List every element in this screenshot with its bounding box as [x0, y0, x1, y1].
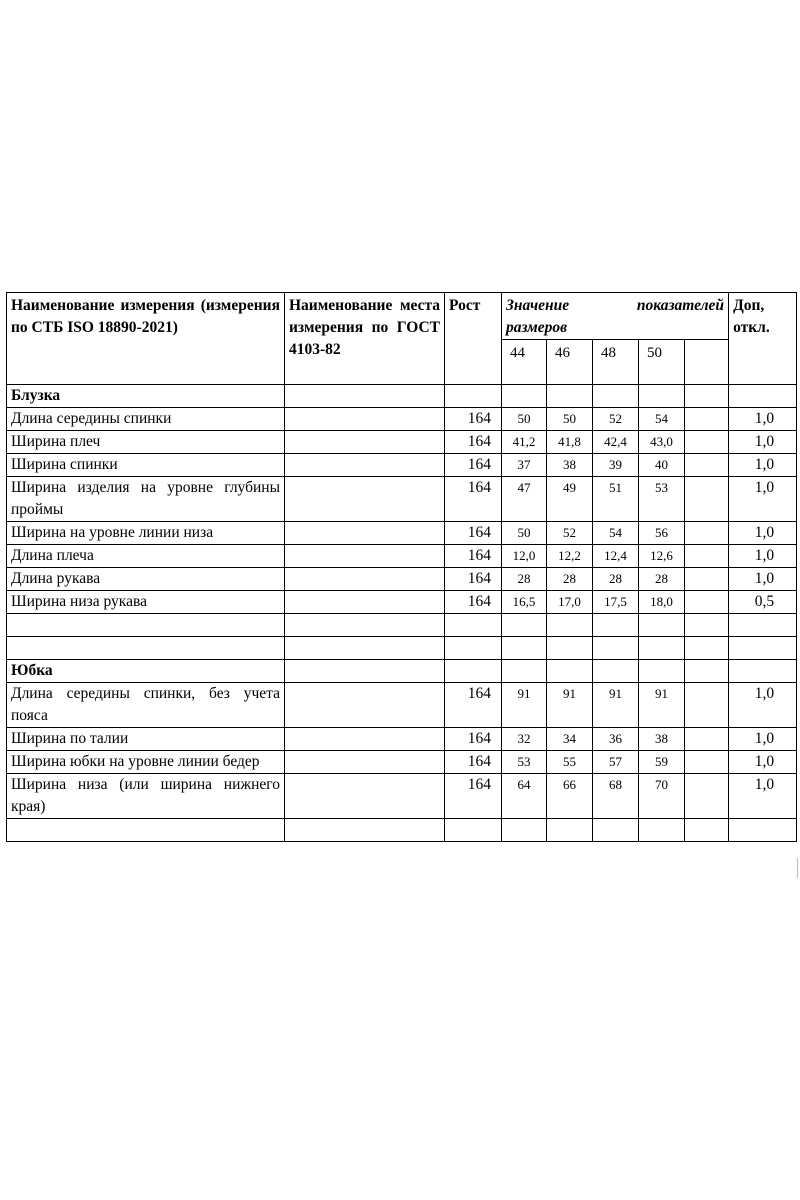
measurement-place: [285, 522, 445, 545]
size-value: 51: [593, 477, 639, 522]
tolerance-value: 1,0: [729, 774, 797, 819]
height-value: 164: [445, 431, 502, 454]
measurement-row: [7, 431, 797, 454]
measurement-place: [285, 545, 445, 568]
size-48-header: 48: [593, 340, 639, 385]
size-value: 12,0: [502, 545, 547, 568]
height-value: 164: [445, 568, 502, 591]
size-50-header: 50: [639, 340, 685, 385]
empty-cell: [502, 660, 547, 683]
size-value: 50: [502, 408, 547, 431]
size-value: 57: [593, 751, 639, 774]
size-value: 91: [502, 683, 547, 728]
empty-cell: [729, 819, 797, 842]
empty-cell: [445, 614, 502, 637]
measurement-place: [285, 408, 445, 431]
empty-cell: [285, 637, 445, 660]
section-title: Юбка: [7, 660, 285, 683]
size-value: 43,0: [639, 431, 685, 454]
measurement-row: [7, 545, 797, 568]
height-value: 164: [445, 408, 502, 431]
size-value: 59: [639, 751, 685, 774]
section-title: Блузка: [7, 385, 285, 408]
empty-cell: [685, 660, 729, 683]
measurement-place: [285, 751, 445, 774]
size-value: 36: [593, 728, 639, 751]
measurement-row: [7, 751, 797, 774]
size-value: 54: [593, 522, 639, 545]
empty-cell: [639, 614, 685, 637]
empty-size-cell: [685, 545, 729, 568]
size-value: 70: [639, 774, 685, 819]
measurement-name: Длина середины спинки: [7, 408, 285, 431]
size-value: 55: [547, 751, 593, 774]
size-value: 12,2: [547, 545, 593, 568]
size-value: 38: [547, 454, 593, 477]
size-value: 66: [547, 774, 593, 819]
empty-cell: [285, 385, 445, 408]
size-value: 38: [639, 728, 685, 751]
measurement-name: Ширина на уровне линии низа: [7, 522, 285, 545]
empty-cell: [502, 614, 547, 637]
empty-cell: [685, 819, 729, 842]
empty-size-cell: [685, 408, 729, 431]
size-value: 37: [502, 454, 547, 477]
empty-cell: [639, 637, 685, 660]
empty-size-cell: [685, 591, 729, 614]
empty-cell: [547, 385, 593, 408]
tolerance-value: 1,0: [729, 751, 797, 774]
empty-cell: [547, 819, 593, 842]
tolerance-value: 1,0: [729, 477, 797, 522]
height-value: 164: [445, 683, 502, 728]
size-value: 41,2: [502, 431, 547, 454]
empty-cell: [547, 614, 593, 637]
empty-cell: [7, 637, 285, 660]
measurement-place: [285, 477, 445, 522]
section-title-row: [7, 660, 797, 683]
measurement-name: Ширина спинки: [7, 454, 285, 477]
size-value: 28: [547, 568, 593, 591]
empty-cell: [502, 637, 547, 660]
measurement-name: Ширина низа рукава: [7, 591, 285, 614]
size-value: 52: [593, 408, 639, 431]
empty-cell: [547, 637, 593, 660]
empty-size-cell: [685, 522, 729, 545]
measurement-place: [285, 568, 445, 591]
size-value: 16,5: [502, 591, 547, 614]
measurement-place: [285, 454, 445, 477]
empty-cell: [547, 660, 593, 683]
height-value: 164: [445, 454, 502, 477]
measurement-row: [7, 591, 797, 614]
empty-size-cell: [685, 477, 729, 522]
height-value: 164: [445, 591, 502, 614]
measurement-row: [7, 568, 797, 591]
empty-cell: [639, 819, 685, 842]
height-value: 164: [445, 728, 502, 751]
empty-cell: [445, 385, 502, 408]
blank-row: [7, 637, 797, 660]
size-values-header: Значение показателей размеров: [502, 293, 729, 340]
empty-cell: [445, 637, 502, 660]
size-value: 54: [639, 408, 685, 431]
empty-cell: [685, 385, 729, 408]
measurement-name: Ширина низа (или ширина нижнего края): [7, 774, 285, 819]
size-value: 17,0: [547, 591, 593, 614]
size-value: 56: [639, 522, 685, 545]
measurement-row: [7, 728, 797, 751]
measurement-name: Ширина юбки на уровне линии бедер: [7, 751, 285, 774]
measurement-row: [7, 774, 797, 819]
height-value: 164: [445, 477, 502, 522]
measurement-name: Ширина плеч: [7, 431, 285, 454]
size-chart-table: [6, 292, 797, 842]
size-value: 41,8: [547, 431, 593, 454]
scan-edge-mark: [797, 858, 798, 878]
empty-cell: [7, 614, 285, 637]
size-value: 91: [593, 683, 639, 728]
empty-cell: [7, 819, 285, 842]
height-value: 164: [445, 545, 502, 568]
measurement-place: [285, 728, 445, 751]
size-value: 47: [502, 477, 547, 522]
empty-cell: [445, 660, 502, 683]
tolerance-value: 1,0: [729, 454, 797, 477]
size-value: 34: [547, 728, 593, 751]
empty-cell: [593, 819, 639, 842]
tolerance-value: 1,0: [729, 408, 797, 431]
measurement-place: [285, 591, 445, 614]
measurement-row: [7, 683, 797, 728]
measurement-name: Длина рукава: [7, 568, 285, 591]
empty-cell: [593, 637, 639, 660]
empty-size-cell: [685, 454, 729, 477]
measurement-place: [285, 431, 445, 454]
size-value: 18,0: [639, 591, 685, 614]
empty-cell: [685, 614, 729, 637]
size-value: 50: [547, 408, 593, 431]
size-value: 12,6: [639, 545, 685, 568]
measurement-place-header: Наименование места измерения по ГОСТ 4103-82: [285, 293, 445, 385]
empty-cell: [593, 660, 639, 683]
height-value: 164: [445, 751, 502, 774]
size-value: 42,4: [593, 431, 639, 454]
empty-size-cell: [685, 774, 729, 819]
tolerance-value: 1,0: [729, 568, 797, 591]
empty-cell: [729, 660, 797, 683]
size-value: 91: [639, 683, 685, 728]
size-46-header: 46: [547, 340, 593, 385]
size-extra-header: [685, 340, 729, 385]
height-value: 164: [445, 774, 502, 819]
size-value: 40: [639, 454, 685, 477]
empty-size-cell: [685, 751, 729, 774]
measurement-place: [285, 774, 445, 819]
measurement-place: [285, 683, 445, 728]
empty-size-cell: [685, 568, 729, 591]
tolerance-header: Доп, откл.: [729, 293, 797, 385]
empty-cell: [593, 385, 639, 408]
measurement-name: Ширина по талии: [7, 728, 285, 751]
size-value: 17,5: [593, 591, 639, 614]
empty-size-cell: [685, 683, 729, 728]
empty-cell: [729, 614, 797, 637]
size-value: 28: [593, 568, 639, 591]
measurement-row: [7, 454, 797, 477]
height-header: Рост: [445, 293, 502, 385]
size-value: 64: [502, 774, 547, 819]
height-value: 164: [445, 522, 502, 545]
tolerance-value: 1,0: [729, 431, 797, 454]
size-value: 53: [639, 477, 685, 522]
size-value: 12,4: [593, 545, 639, 568]
size-value: 28: [639, 568, 685, 591]
size-value: 39: [593, 454, 639, 477]
empty-size-cell: [685, 431, 729, 454]
tolerance-value: 1,0: [729, 522, 797, 545]
tolerance-value: 0,5: [729, 591, 797, 614]
header-row: [7, 293, 797, 340]
empty-cell: [593, 614, 639, 637]
blank-row: [7, 614, 797, 637]
empty-cell: [729, 385, 797, 408]
tolerance-value: 1,0: [729, 683, 797, 728]
size-value: 68: [593, 774, 639, 819]
section-title-row: [7, 385, 797, 408]
measurement-row: [7, 477, 797, 522]
measurement-name-header: Наименование измерения (измерения по СТБ ISO 18890-2021): [7, 293, 285, 385]
empty-cell: [285, 614, 445, 637]
measurement-name: Ширина изделия на уровне глубины проймы: [7, 477, 285, 522]
empty-cell: [639, 660, 685, 683]
blank-row: [7, 819, 797, 842]
size-value: 53: [502, 751, 547, 774]
size-44-header: 44: [502, 340, 547, 385]
tolerance-value: 1,0: [729, 545, 797, 568]
tolerance-value: 1,0: [729, 728, 797, 751]
size-value: 32: [502, 728, 547, 751]
size-value: 49: [547, 477, 593, 522]
empty-cell: [639, 385, 685, 408]
empty-cell: [285, 819, 445, 842]
empty-cell: [445, 819, 502, 842]
empty-cell: [502, 385, 547, 408]
size-value: 91: [547, 683, 593, 728]
measurement-row: [7, 522, 797, 545]
empty-size-cell: [685, 728, 729, 751]
measurement-row: [7, 408, 797, 431]
size-value: 28: [502, 568, 547, 591]
empty-cell: [729, 637, 797, 660]
size-value: 52: [547, 522, 593, 545]
empty-cell: [502, 819, 547, 842]
measurement-name: Длина середины спинки, без учета пояса: [7, 683, 285, 728]
empty-cell: [685, 637, 729, 660]
size-value: 50: [502, 522, 547, 545]
measurement-name: Длина плеча: [7, 545, 285, 568]
empty-cell: [285, 660, 445, 683]
